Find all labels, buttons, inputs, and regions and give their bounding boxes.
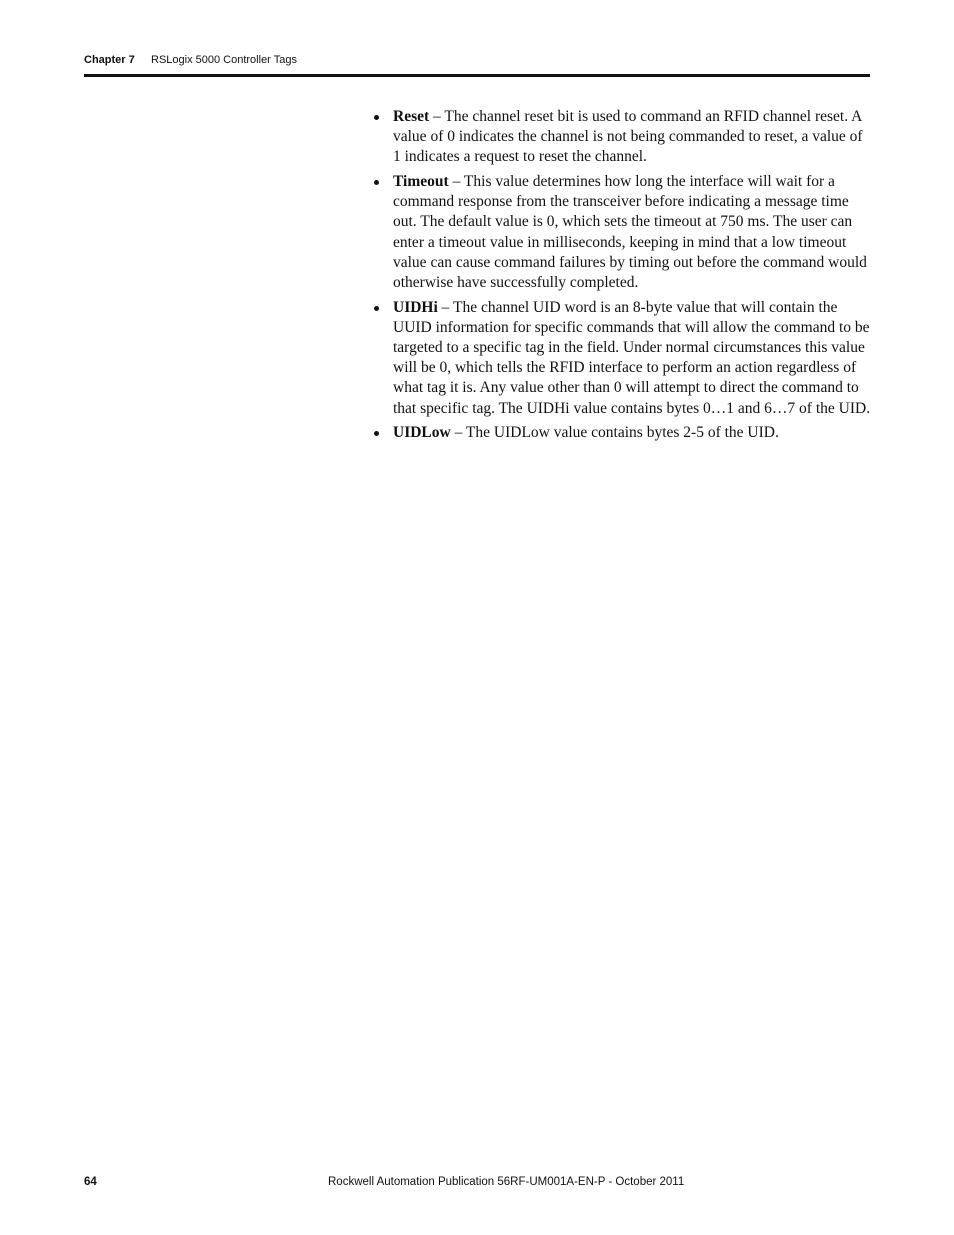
term-uidlow: UIDLow [393, 424, 451, 442]
list-item-reset [374, 107, 874, 168]
page-number: 64 [84, 1176, 97, 1188]
bullet-icon [374, 115, 379, 120]
running-header [84, 53, 297, 67]
chapter-label: Chapter 7 [84, 54, 135, 66]
bullet-icon [374, 306, 379, 311]
description-uidlow: – The UIDLow value contains bytes 2-5 of the UID. [450, 424, 779, 442]
bullet-list [374, 107, 874, 448]
bullet-icon [374, 431, 379, 436]
chapter-title: RSLogix 5000 Controller Tags [151, 54, 297, 66]
list-item-timeout [374, 172, 874, 293]
list-item-uidlow [374, 423, 874, 443]
term-timeout: Timeout [393, 173, 449, 190]
description-uidhi: – The channel UID word is an 8-byte value that will contain the UUID information for specific commands that will allow the command to be targeted to a specific tag in the field. Under normal circumstances this value will be 0, which tells the RFID interface to perform an action regardless of what tag it is. Any value other than 0 will attempt to direct the command to that specific tag. The UIDHi value contains bytes 0…1 and 6…7 of the UID. [393, 298, 871, 417]
term-reset: Reset [393, 108, 430, 125]
bullet-icon [374, 180, 379, 185]
description-reset: – The channel reset bit is used to command an RFID channel reset. A value of 0 indicates the channel is not being commanded to reset, a value of 1 indicates a request to reset the channel. [393, 108, 863, 166]
publication-footer: Rockwell Automation Publication 56RF-UM001A-EN-P - October 2011 [328, 1176, 685, 1188]
header-rule [84, 74, 870, 77]
description-timeout: – This value determines how long the interface will wait for a command response from the transceiver before indicating a message time out. The default value is 0, which sets the timeout at 750 ms. The user can enter a timeout value in milliseconds, keeping in mind that a low timeout value can cause command failures by timing out before the command would otherwise have successfully completed. [393, 173, 867, 292]
list-item-uidhi [374, 298, 874, 419]
term-uidhi: UIDHi [393, 298, 438, 316]
